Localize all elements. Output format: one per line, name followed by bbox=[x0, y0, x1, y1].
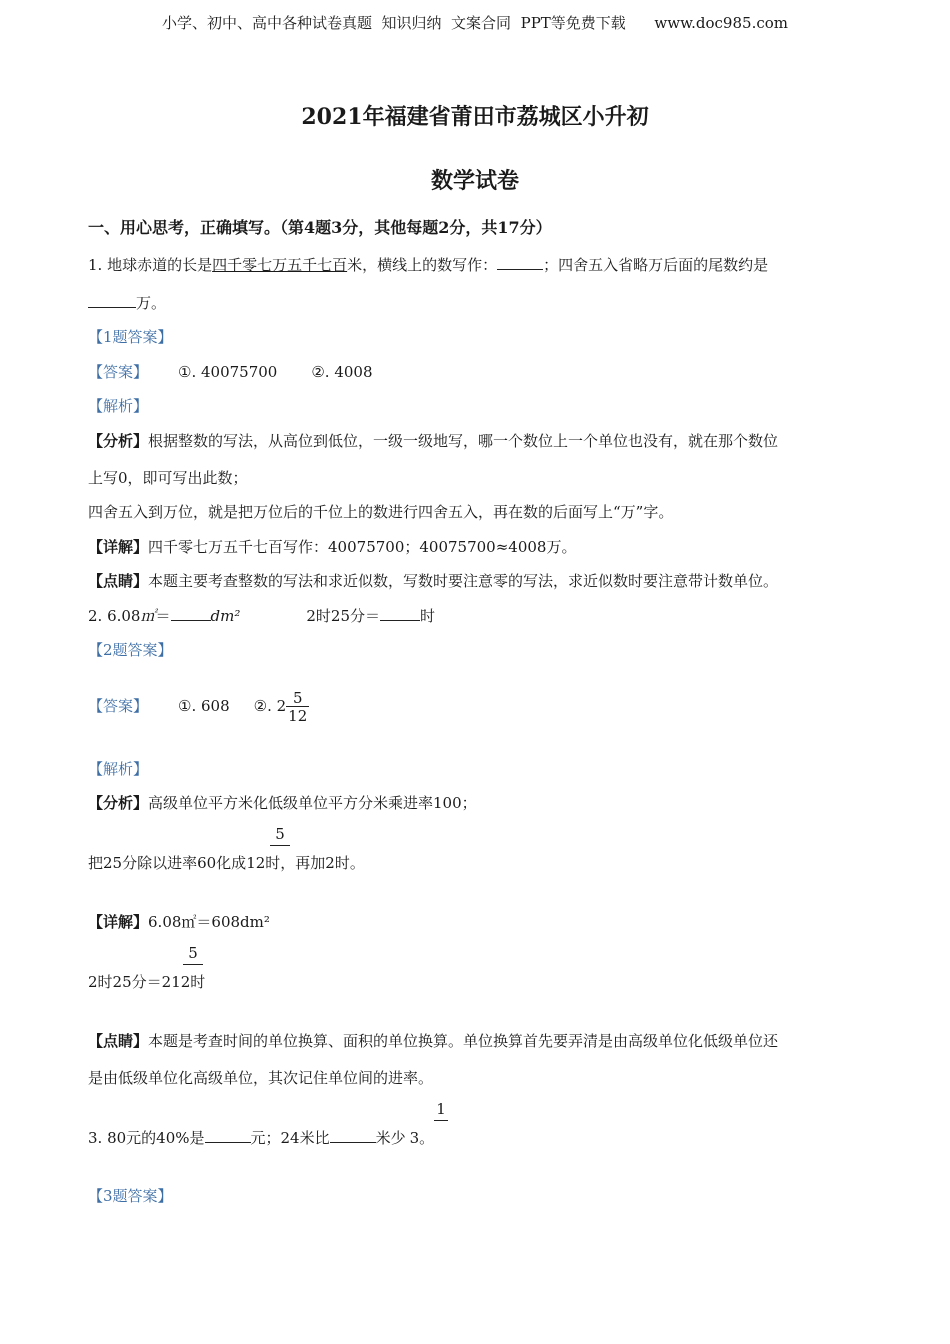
comment-2-line1: 【点睛】本题是考查时间的单位换算、面积的单位换算。单位换算首先要弄清是由高级单位化低级单位还 bbox=[88, 1032, 779, 1050]
section-heading: 一、用心思考，正确填写。（第4题3分，其他每题2分，共17分） bbox=[88, 218, 552, 237]
answer-header-3: 【3题答案】 bbox=[88, 1187, 173, 1205]
fraction-numerator: 1 bbox=[434, 1102, 448, 1121]
answer-blank bbox=[380, 606, 420, 621]
answer-blank bbox=[171, 606, 211, 621]
fenxi-1-line2: 上写0，即可写出此数； bbox=[88, 469, 248, 487]
fraction-numerator: 5 bbox=[270, 827, 290, 846]
fraction-numerator: 5 bbox=[183, 946, 203, 965]
detail-1: 【详解】四千零七万五千七百写作：40075700；40075700≈4008万。 bbox=[88, 538, 577, 556]
answer-header-1: 【1题答案】 bbox=[88, 328, 173, 346]
answer-blank bbox=[330, 1128, 376, 1143]
fenxi-2-line1: 【分析】高级单位平方米化低级单位平方分米乘进率100； bbox=[88, 794, 477, 812]
answer-blank bbox=[497, 255, 543, 270]
analysis-label-2: 【解析】 bbox=[88, 760, 149, 778]
fenxi-1-line3: 四舍五入到万位，就是把万位后的千位上的数进行四舍五入，再在数的后面写上“万”字。 bbox=[88, 503, 674, 521]
fraction: $\frac{5}{12}$ bbox=[288, 688, 308, 725]
question-1: 1. 地球赤道的长是四千零七万五千七百米，横线上的数写作： ；四舍五入省略万后面的尾数约是 bbox=[88, 256, 769, 274]
document-subtitle: 数学试卷 bbox=[430, 168, 519, 194]
detail-2-line2: 2时25分＝212时 bbox=[88, 973, 206, 991]
answer-2: 【答案】 ①. 608 ②. 2 $\frac{5}{12}$ bbox=[88, 688, 308, 725]
question-3: 3. 80元的40%是 元；24米比 米少 3。 bbox=[88, 1129, 435, 1147]
answer-1: 【答案】 ①. 40075700 ②. 4008 bbox=[88, 363, 373, 381]
underlined-number-words: 四千零七万五千七百 bbox=[212, 256, 348, 274]
fenxi-1-line1: 【分析】根据整数的写法，从高位到低位，一级一级地写，哪一个数位上一个单位也没有，就在那个数位 bbox=[88, 432, 779, 450]
question-2: 2. 6.08㎡＝ dm² 2时25分＝ 时 bbox=[88, 607, 436, 625]
detail-2-line1: 【详解】6.08㎡＝608dm² bbox=[88, 913, 270, 931]
document-title: 2021年福建省莆田市荔城区小升初 bbox=[301, 104, 649, 130]
analysis-label-1: 【解析】 bbox=[88, 397, 149, 415]
answer-header-2: 【2题答案】 bbox=[88, 641, 173, 659]
fenxi-2-line2: 把25分除以进率60化成12时，再加2时。 bbox=[88, 854, 365, 872]
header-banner: 小学、初中、高中各种试卷真题 知识归纳 文案合同 PPT等免费下载 www.doc985.com bbox=[161, 14, 788, 32]
question-1-line2: 万。 bbox=[88, 293, 166, 313]
answer-blank bbox=[205, 1128, 251, 1143]
comment-2-line2: 是由低级单位化高级单位，其次记住单位间的进率。 bbox=[88, 1069, 434, 1087]
answer-blank bbox=[88, 293, 136, 308]
comment-1: 【点睛】本题主要考查整数的写法和求近似数，写数时要注意零的写法，求近似数时要注意带计数单位。 bbox=[88, 572, 779, 590]
